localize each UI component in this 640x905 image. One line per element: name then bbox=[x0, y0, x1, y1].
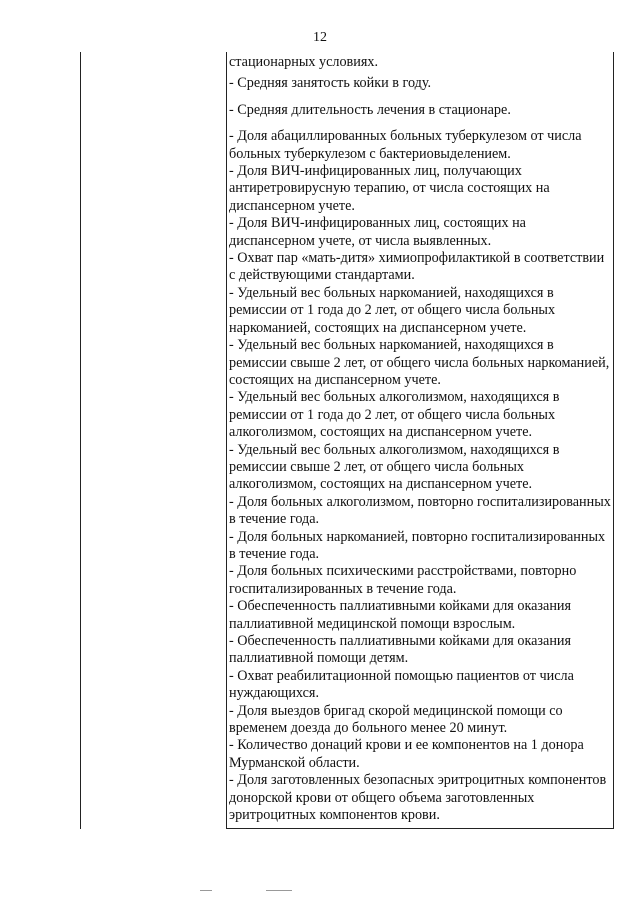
indicator-item: - Охват реабилитационной помощью пациентов от числа нуждающихся. bbox=[229, 667, 574, 702]
indicator-item: стационарных условиях. bbox=[229, 54, 379, 70]
scan-mark bbox=[200, 890, 212, 891]
indicator-list bbox=[229, 54, 611, 824]
table-column-divider bbox=[226, 52, 227, 829]
indicator-item: - Средняя занятость койки в году. bbox=[229, 75, 432, 92]
indicator-item: - Обеспеченность паллиативными койками для оказания паллиативной помощи детям. bbox=[229, 633, 572, 667]
indicator-item: - Доля больных наркоманией, повторно госпитализированных в течение года. bbox=[229, 528, 606, 562]
indicator-item: - Доля ВИЧ-инфицированных лиц, состоящих на диспансерном учете, от числа выявленных. bbox=[229, 215, 526, 249]
footer-scan-marks bbox=[0, 890, 640, 894]
indicator-item: - Доля ВИЧ-инфицированных лиц, получающих антиретровирусную терапию, от числа состоящих на диспансерном учете. bbox=[229, 163, 550, 214]
indicator-item: - Удельный вес больных алкоголизмом, находящихся в ремиссии свыше 2 лет, от общего числа больных алкоголизмом, состоящих на диспансерном учете. bbox=[229, 441, 560, 493]
indicator-item: - Доля заготовленных безопасных эритроцитных компонентов донорской крови от общего объема заготовленных эритроцитных компонентов крови. bbox=[229, 772, 607, 824]
indicator-item: - Доля выездов бригад скорой медицинской помощи со временем доезда до больного менее 20 минут. bbox=[229, 702, 563, 737]
indicator-item: - Доля больных психическими расстройствами, повторно госпитализированных в течение года. bbox=[229, 563, 577, 597]
indicator-item: - Обеспеченность паллиативными койками для оказания паллиативной медицинской помощи взрослым. bbox=[229, 598, 572, 632]
indicator-item: - Удельный вес больных наркоманией, находящихся в ремиссии свыше 2 лет, от общего числа больных наркоманией, состоящих на диспансерном учете. bbox=[229, 337, 610, 388]
scan-mark bbox=[266, 890, 292, 891]
table-left-border bbox=[80, 52, 81, 829]
indicator-item: - Доля больных алкоголизмом, повторно госпитализированных в течение года. bbox=[229, 493, 611, 528]
table-right-border bbox=[613, 52, 614, 829]
indicator-item: - Доля абациллированных больных туберкулезом от числа больных туберкулезом с бактериовыделением. bbox=[229, 128, 582, 162]
indicator-item: - Удельный вес больных наркоманией, находящихся в ремиссии от 1 года до 2 лет, от общего числа больных наркоманией, состоящих на диспансерном учете. bbox=[229, 284, 556, 336]
page-number: 12 bbox=[313, 30, 327, 45]
indicator-item: - Удельный вес больных алкоголизмом, находящихся в ремиссии от 1 года до 2 лет, от общего числа больных алкоголизмом, состоящих на диспансерном учете. bbox=[229, 389, 560, 441]
indicator-item: - Средняя длительность лечения в стационаре. bbox=[229, 101, 511, 118]
table-bottom-border bbox=[226, 828, 614, 829]
indicator-item: - Охват пар «мать-дитя» химиопрофилактикой в соответствии с действующими стандартами. bbox=[229, 250, 605, 284]
indicator-item: - Количество донаций крови и ее компонентов на 1 донора Мурманской области. bbox=[229, 737, 584, 771]
